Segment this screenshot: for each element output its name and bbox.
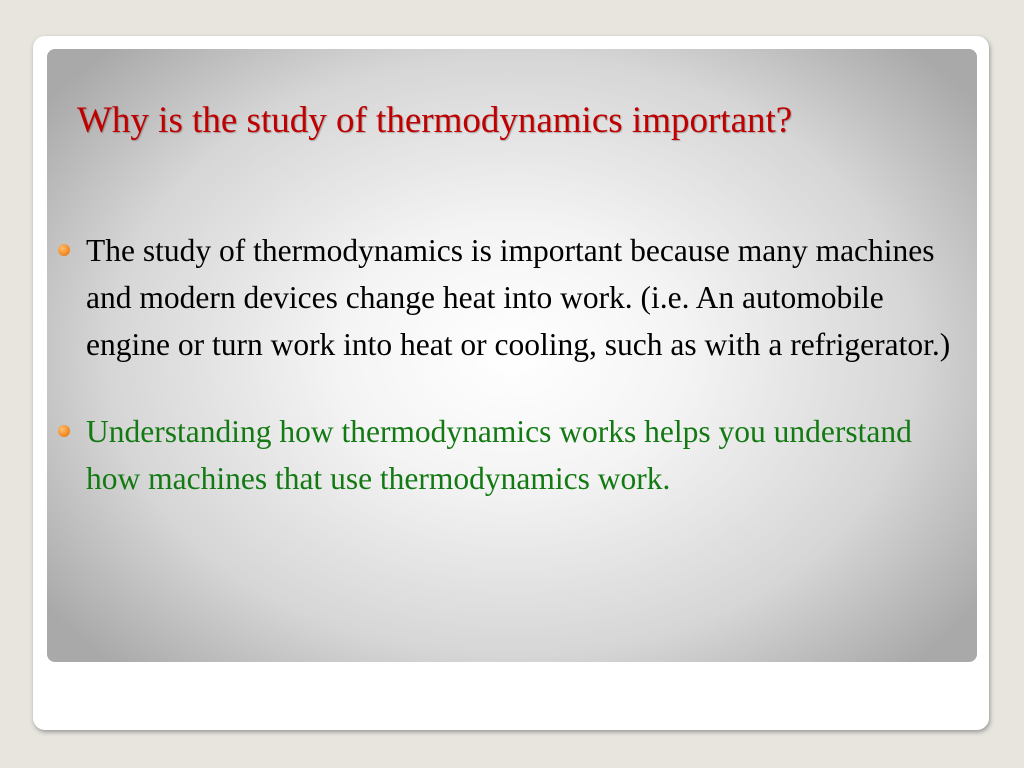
bullet-item-understanding [47,408,977,502]
slide [47,49,977,662]
bullet-text: The study of thermodynamics is important because many machines and modern devices change heat into work. (i.e. An automobile engine or turn work into heat or cooling, such as with a refrigerator.) [86,233,951,362]
bullet-list [47,227,977,502]
bullet-item-heat-into-work [47,227,977,368]
bullet-dot-icon [58,425,70,437]
bullet-dot-icon [58,244,70,256]
slide-title: Why is the study of thermodynamics important? [77,100,793,141]
bullet-text: Understanding how thermodynamics works helps you understand how machines that use thermodynamics work. [86,414,912,496]
